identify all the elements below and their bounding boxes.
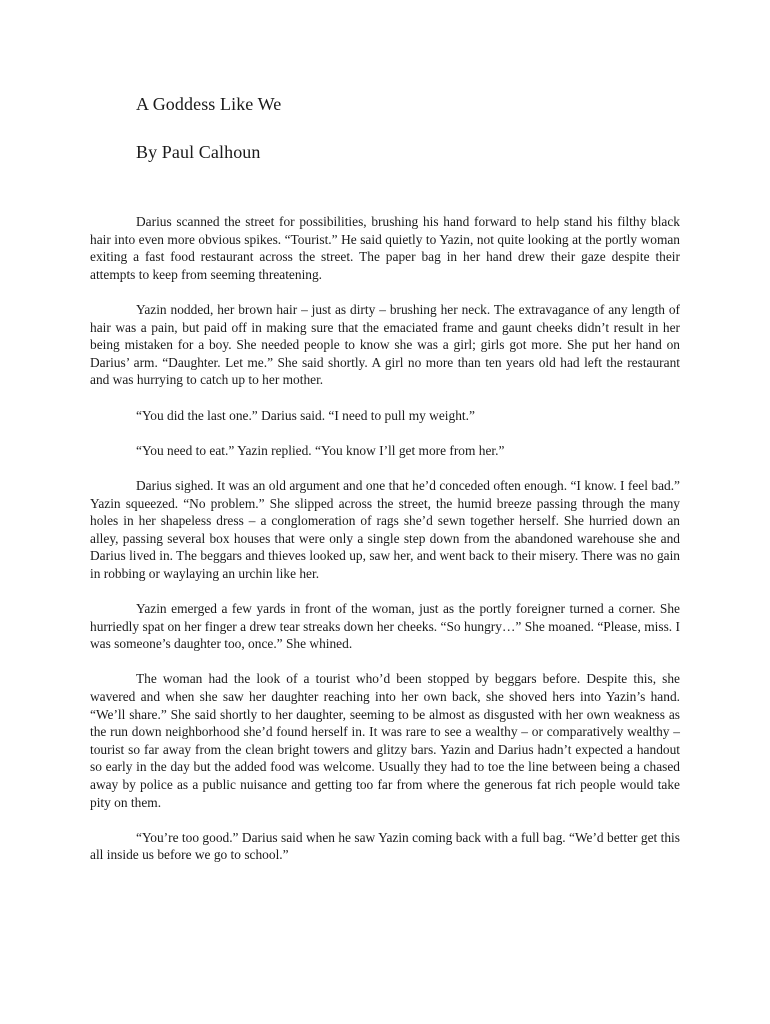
paragraph: Darius sighed. It was an old argument and one that he’d conceded often enough. “I know. I feel bad.” Yazin squeezed. “No problem.” She slipped across the street, the humid breeze passing through the many holes in her shapeless dress – a conglomeration of rags she’d sewn together herself. She hurried down an alley, passing several box houses that were only a single step down from the abandoned warehouse she and Darius lived in. The beggars and thieves looked up, saw her, and went back to their misery. There was no gain in robbing or waylaying an urchin like her. — [90, 477, 680, 581]
paragraph: Yazin emerged a few yards in front of the woman, just as the portly foreigner turned a corner. She hurriedly spat on her finger a drew tear streaks down her cheeks. “So hungry…” She moaned. “Please, miss. I was someone’s daughter too, once.” She whined. — [90, 601, 680, 652]
document-title: A Goddess Like We — [136, 94, 282, 114]
paragraph: The woman had the look of a tourist who’d been stopped by beggars before. Despite this, she wavered and when she saw her daughter reaching into her own back, she shoved hers into Yazin’s hand. “We’ll share.” She said shortly to her daughter, seeming to be almost as disgusted with her own weakness as the run down neighborhood she’d found herself in. It was rare to see a wealthy – or comparatively wealthy – tourist so far away from the clean bright towers and glitzy bars. Yazin and Darius hadn’t expected a handout so early in the day but the added food was welcome. Usually they had to toe the line between being a chased away by police as a public nuisance and getting too far from where the generous fat rich people would take pity on them. — [90, 671, 680, 810]
paragraph: “You did the last one.” Darius said. “I need to pull my weight.” — [136, 407, 475, 423]
paragraph: Yazin nodded, her brown hair – just as dirty – brushing her neck. The extravagance of any length of hair was a pain, but paid off in making sure that the emaciated frame and gaunt cheeks didn’t result in her being mistaken for a boy. She needed people to know she was a girl; girls got more. She put her hand on Darius’ arm. “Daughter. Let me.” She said shortly. A girl no more than ten years old had left the restaurant and was hurrying to catch up to her mother. — [90, 301, 680, 388]
paragraph: “You need to eat.” Yazin replied. “You know I’ll get more from her.” — [136, 442, 505, 458]
paragraph: Darius scanned the street for possibilities, brushing his hand forward to help stand his filthy black hair into even more obvious spikes. “Tourist.” He said quietly to Yazin, not quite looking at the portly woman exiting a fast food restaurant across the street. The paper bag in her hand drew their gaze despite their attempts to keep from seeming threatening. — [90, 214, 680, 282]
story-body — [90, 213, 680, 882]
paragraph: “You’re too good.” Darius said when he saw Yazin coming back with a full bag. “We’d better get this all inside us before we go to school.” — [90, 829, 680, 863]
document-byline: By Paul Calhoun — [136, 142, 261, 162]
